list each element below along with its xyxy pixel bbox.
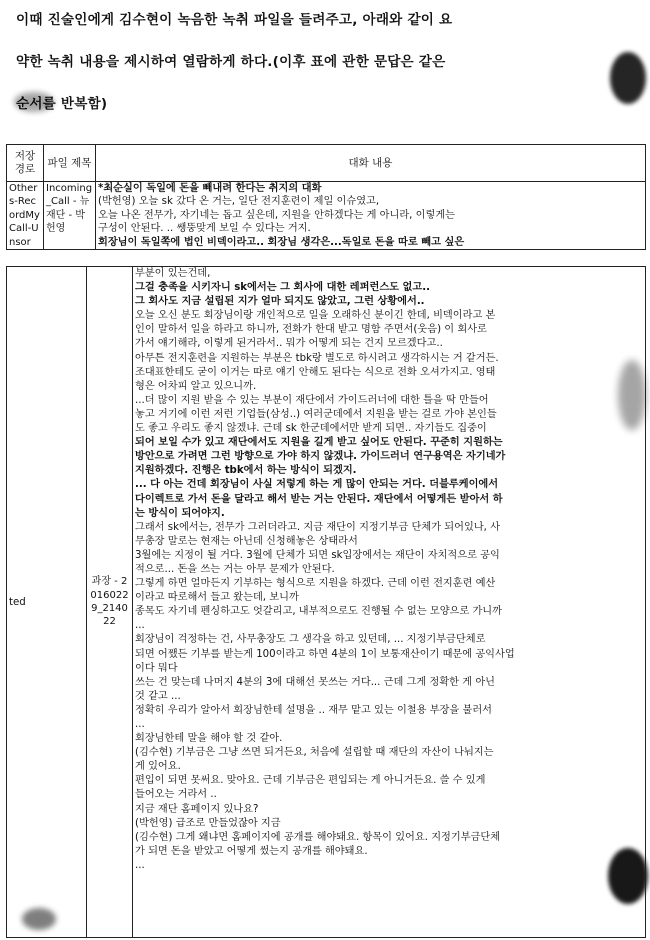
content-line: 게 있어요. <box>135 761 181 773</box>
content-line: ... <box>135 859 145 871</box>
content-line: 방안으로 가려면 그런 방향으로 가야 하지 않겠냐. 가이드러너 연구용역은 자기네가 <box>135 451 506 463</box>
cell-path: Others-RecordMy Call-Unsor <box>7 182 44 250</box>
table-row <box>7 182 646 250</box>
content-line: (김수현) 기부금은 그냥 쓰면 되거든요, 처음에 설립할 때 재단의 자산이 나눠지는 <box>135 747 494 759</box>
content-line: ... <box>135 719 145 730</box>
intro-line-3: 순서를 반복함) <box>16 96 108 112</box>
content-line: 되어 보일 수가 있고 재단에서도 지원을 길게 받고 싶어도 안된다. 꾸준히 지원하는 <box>135 437 503 449</box>
content-line: 아무튼 전지훈련을 지원하는 부분은 tbk랑 별도로 하시려고 생각하시는 거 같거든. <box>135 352 499 364</box>
content-line: 것 같고 ... <box>135 690 181 702</box>
content-line: 놓고 거기에 이런 저런 기업들(삼성..) 여러군데에서 지원을 받는 걸로 가야 본인들 <box>135 408 497 420</box>
content-line: 그래서 sk에서는, 전무가 그러더라고. 지금 재단이 지정기부금 단체가 되어있나, 사 <box>135 521 500 533</box>
content-line: 그렇게 하면 얼마든지 기부하는 형식으로 지원을 하겠다. 근데 이런 전지훈련 예산 <box>135 578 496 590</box>
content-line: 오늘 오신 분도 회장님이랑 개인적으로 일을 오래하신 분이긴 한데, 비덱이라고 본 <box>135 310 496 322</box>
content-line: 구성이 안된다. .. 쌩뚱맞게 보일 수 있다는 거지. <box>98 223 311 235</box>
ink-smudge <box>14 92 54 112</box>
content-line: ... <box>135 620 145 632</box>
cell-file: 과장 - 20160229_214022 <box>87 267 133 938</box>
content-line: 지금 재단 홈페이지 있나요? <box>135 803 259 815</box>
content-line: (김수현) 그게 왜냐면 홈페이지에 공개를 해야돼요. 항목이 있어요. 지정기부금단체 <box>135 831 501 843</box>
content-line: 지원하겠다. 진행은 tbk에서 하는 방식이 되겠지. <box>135 465 357 477</box>
content-line: *최순실이 독일에 돈을 빼내려 한다는 취지의 대화 <box>98 183 322 194</box>
content-line: ...더 많이 지원 받을 수 있는 부분이 재단에서 가이드러너에 대한 틀을 딱 만들어 <box>135 394 489 406</box>
content-line: 이다 뭐다 <box>135 662 178 674</box>
content-line: (박헌영) 급조로 만들었잖아 지금 <box>135 817 281 829</box>
content-line: 되면 어쨌든 기부를 받는게 100이라고 하면 4분의 1이 보통재산이기 때문에 공익사업 <box>135 648 515 660</box>
content-line: 종목도 자기네 펜싱하고도 엇갈리고, 내부적으로도 진행될 수 없는 모양으로 가니까 <box>135 606 502 618</box>
content-line: (박헌영) 오늘 sk 갔다 온 거는, 일단 전지훈련이 제일 이슈였고, <box>98 196 380 208</box>
content-line: 부분이 있는건데, <box>135 268 211 279</box>
header-file: 파일 제목 <box>44 145 96 182</box>
header-content: 대화 내용 <box>96 145 646 182</box>
content-line: 가서 얘기해라, 이렇게 된거라서.. 뭐가 어떻게 되는 건지 모르겠다고.. <box>135 338 443 350</box>
content-line: 가 되면 돈을 받았고 어떻게 썼는지 공개를 해야돼요. <box>135 845 368 857</box>
cell-file: Incoming_Call - 뉴재단 - 박헌영 <box>44 182 96 250</box>
content-line: 3월에는 지정이 될 거다. 3월에 단체가 되면 sk입장에서는 재단이 자치적으로 공익 <box>135 549 500 561</box>
content-line: 쓰는 건 맞는데 나머지 4분의 3에 대해선 못쓰는 거다... 근데 그게 정확한 게 아닌 <box>135 676 496 688</box>
content-line: 회장님한테 말을 해야 할 것 같아. <box>135 733 283 745</box>
table-header-row <box>7 145 646 182</box>
intro-line-2: 약한 녹취 내용을 제시하여 열람하게 하다.(이후 표에 관한 문답은 같은 <box>16 54 446 70</box>
content-line: 적으로... 돈을 쓰는 거는 아무 문제가 안된다. <box>135 563 335 575</box>
header-path: 저장 경로 <box>7 145 44 182</box>
transcript-table-2 <box>6 266 646 938</box>
content-line: 인이 말하서 일을 하라고 하니까, 전화가 한대 받고 명함 주면서(웃음) 이 회사로 <box>135 324 487 336</box>
content-line: 정확히 우리가 알아서 회장님한테 설명을 .. 재무 맡고 있는 이철용 부장을 불러서 <box>135 704 493 716</box>
content-line: 들어오는 거라서 .. <box>135 789 217 801</box>
ink-smudge <box>610 52 646 104</box>
content-line: 형은 어차피 알고 있으니까. <box>135 380 257 392</box>
cell-content <box>96 182 646 250</box>
content-line: 는 방식이 되어야지. <box>135 507 225 519</box>
transcript-table-1 <box>6 144 646 250</box>
content-line: 회장님이 걱정하는 건, 사무총장도 그 생각을 하고 있던데, ... 지정기부금단체로 <box>135 634 486 646</box>
intro-line-1: 이때 진술인에게 김수현이 녹음한 녹취 파일을 들려주고, 아래와 같이 요 <box>16 12 453 28</box>
cell-path: ted <box>7 267 87 938</box>
content-line: 도 좋고 우리도 좋지 않겠냐. 근데 sk 한군데에서만 받게 되면.. 자기들도 집중이 <box>135 423 487 435</box>
content-line: 그걸 충족을 시키자니 sk에서는 그 회사에 대한 레퍼런스도 없고.. <box>135 282 430 294</box>
content-line: 무총장 말로는 현재는 아닌데 신청해놓은 상태라서 <box>135 535 358 547</box>
content-line: 이라고 따로해서 들고 왔는데, 보니까 <box>135 592 299 604</box>
content-line: 오늘 나온 전무가, 자기네는 돕고 싶은데, 지원을 안하겠다는 게 아니라, 이렇게는 <box>98 209 456 221</box>
table-row <box>7 267 646 938</box>
content-line: ... 다 아는 건데 회장님이 사실 저렇게 하는 게 많이 안되는 거다. 더블루케이에서 <box>135 479 499 491</box>
content-line: 다이렉트로 가서 돈을 달라고 해서 받는 거는 안된다. 재단에서 어떻게든 받아서 하 <box>135 493 503 505</box>
content-line: 편입이 되면 못써요. 맞아요. 근데 기부금은 편입되는 게 아니거든요. 쓸 수 있게 <box>135 775 486 787</box>
content-line: 그 회사도 지금 설립된 지가 얼마 되지도 않았고, 그런 상황에서.. <box>135 296 425 308</box>
cell-content <box>133 267 646 938</box>
content-line: 회장님이 독일쪽에 법인 비덱이라고.. 회장님 생각은...독일로 돈을 따로 빼고 싶은 <box>98 236 465 248</box>
content-line: 조대표한테도 굳이 이거는 따로 얘기 안해도 된다는 식으로 전화 오셔가지고. 영태 <box>135 366 496 378</box>
